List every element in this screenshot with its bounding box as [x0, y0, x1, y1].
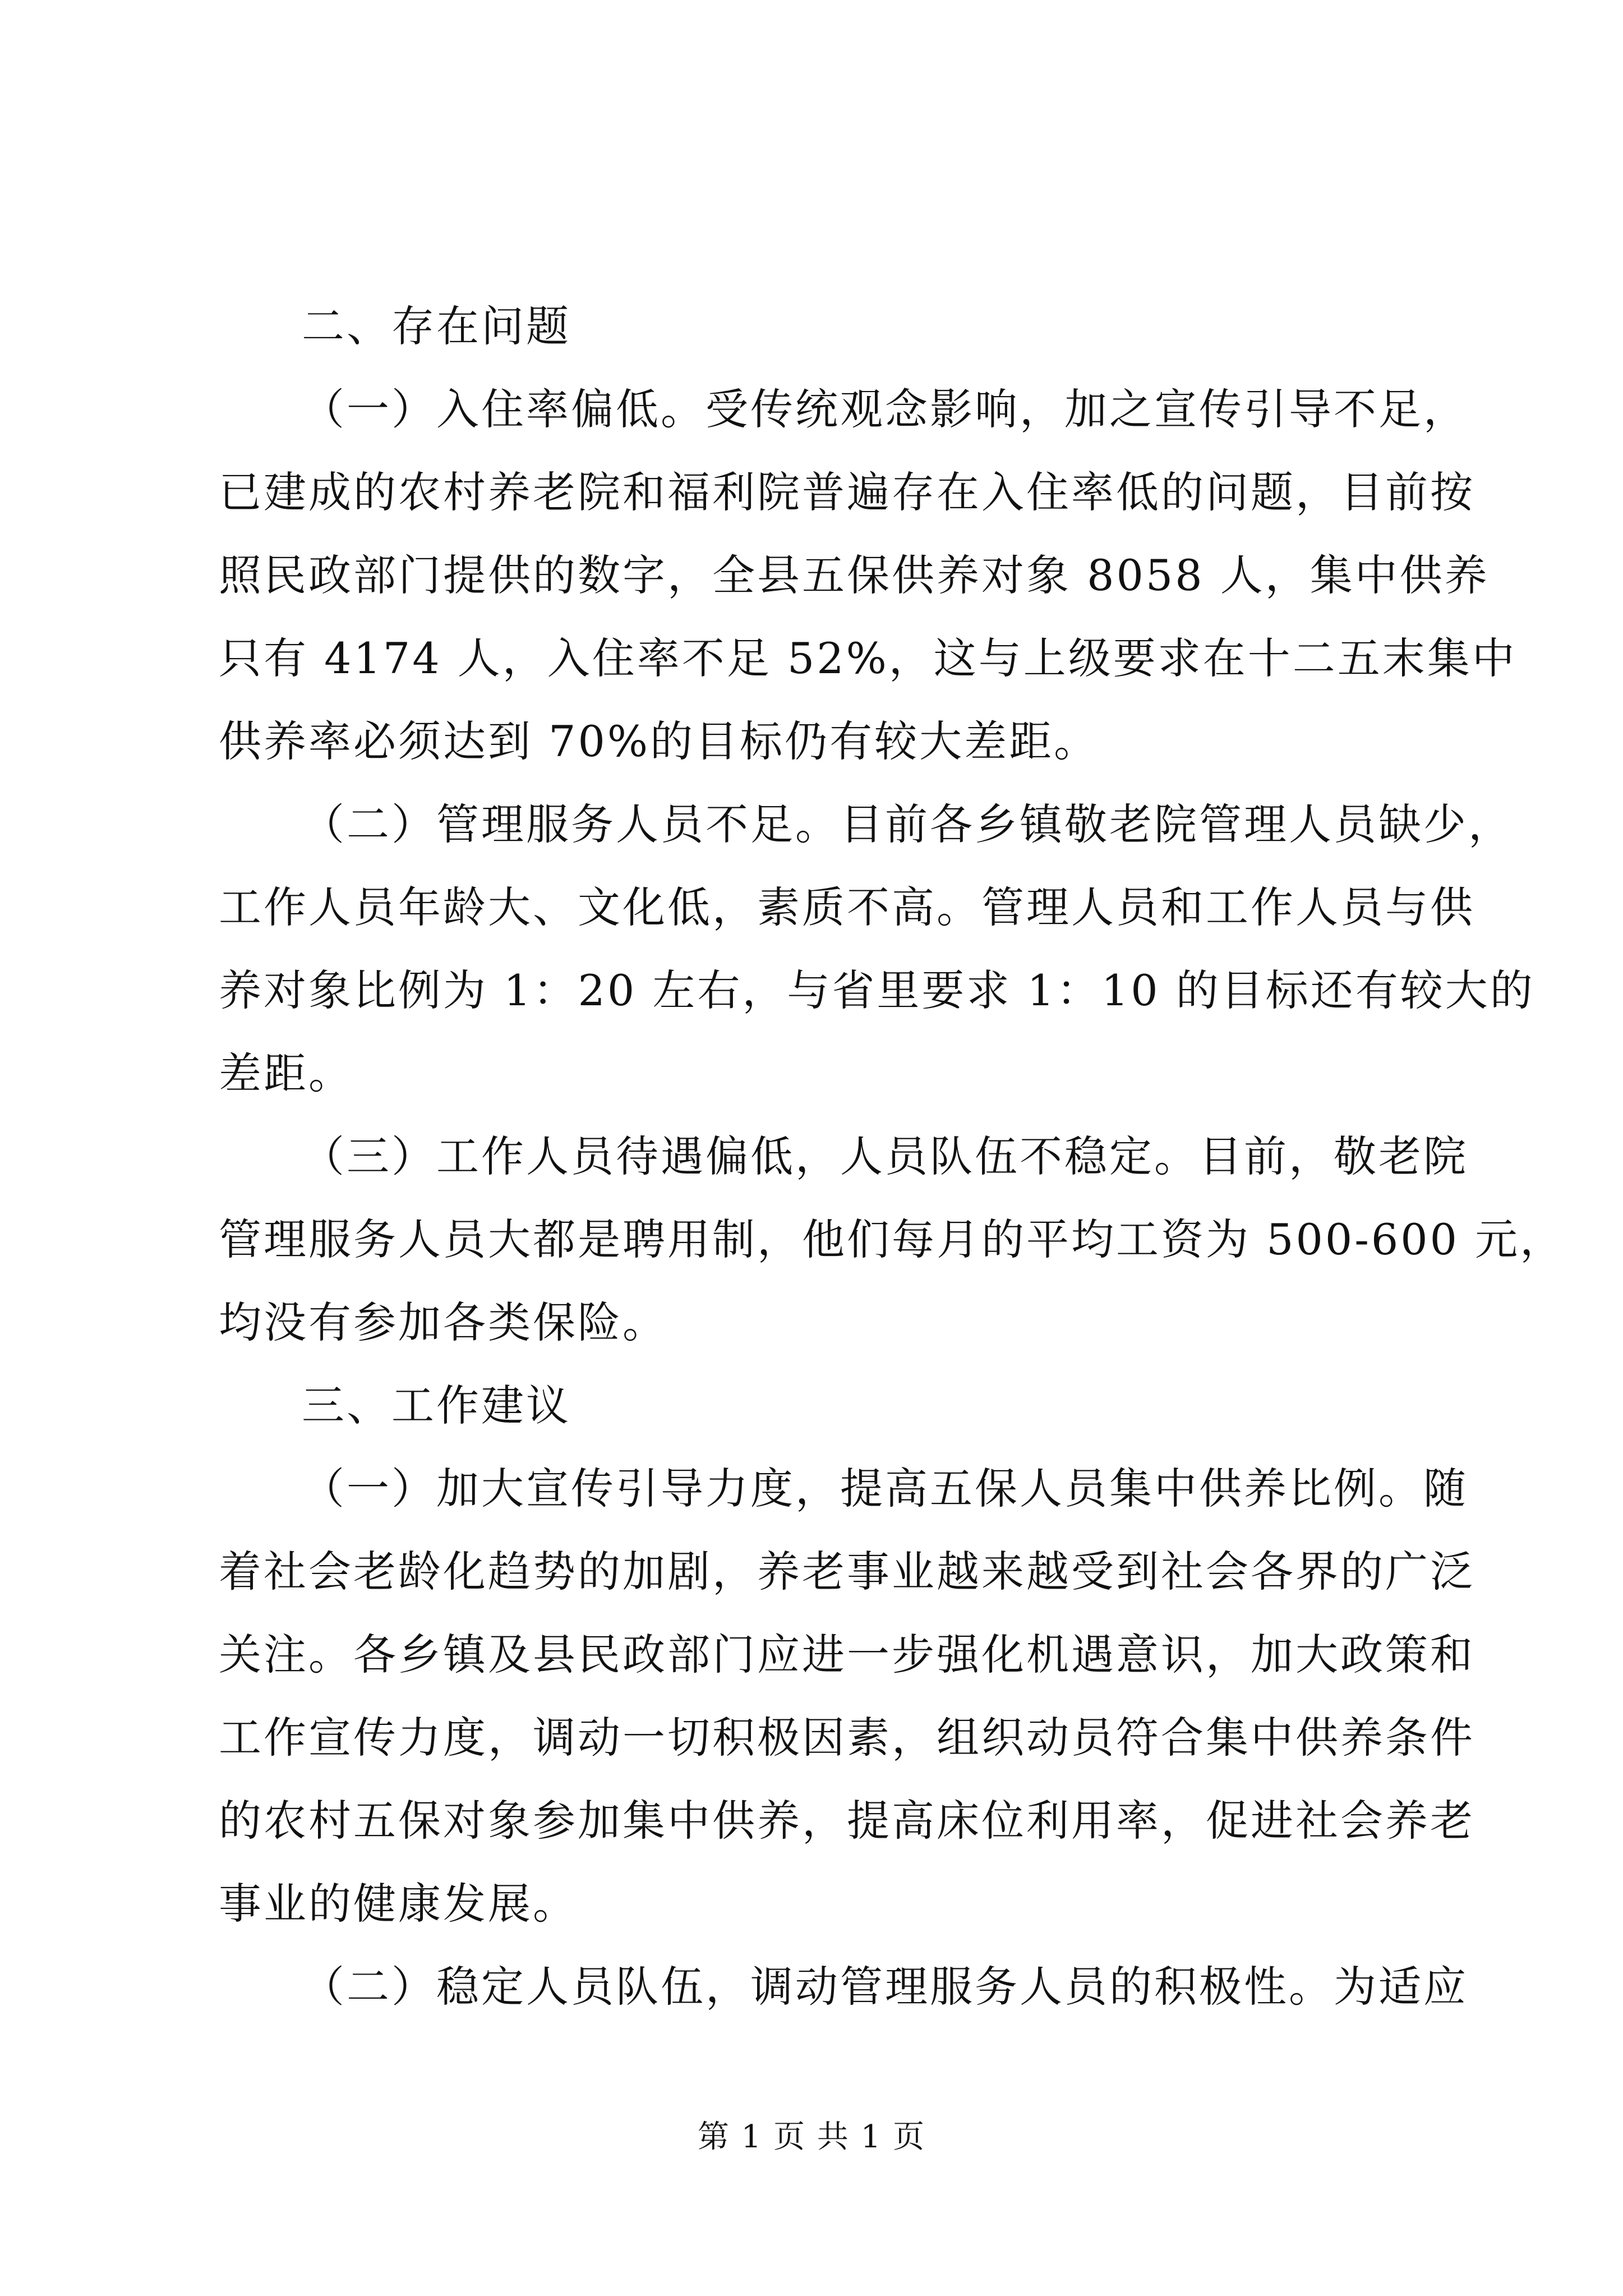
paragraph-line: 只有 4174 人，入住率不足 52%，这与上级要求在十二五末集中 — [219, 633, 1517, 683]
paragraph-line: 管理服务人员大都是聘用制，他们每月的平均工资为 500-600 元， — [219, 1214, 1565, 1264]
paragraph-staff-shortage — [219, 783, 1535, 1115]
paragraph-line: 已建成的农村养老院和福利院普遍存在入住率低的问题，目前按 — [219, 467, 1475, 517]
paragraph-line: 工作宣传力度，调动一切积极因素，组织动员符合集中供养条件 — [219, 1713, 1475, 1763]
section-heading-problems: 二、存在问题 — [302, 301, 571, 351]
paragraph-line: （一）加大宣传引导力度，提高五保人员集中供养比例。随 — [302, 1464, 1468, 1513]
paragraph-line: （一）入住率偏低。受传统观念影响，加之宣传引导不足， — [302, 384, 1468, 434]
paragraph-line: 均没有参加各类保险。 — [219, 1297, 667, 1347]
paragraph-line: （三）工作人员待遇偏低，人员队伍不稳定。目前，敬老院 — [302, 1131, 1468, 1181]
page-number-footer: 第 1 页 共 1 页 — [697, 2119, 926, 2155]
section-heading-suggestions: 三、工作建议 — [302, 1381, 571, 1430]
paragraph-publicity — [219, 1447, 1475, 1945]
paragraph-staff-pay — [219, 1115, 1565, 1364]
paragraph-line: （二）稳定人员队伍，调动管理服务人员的积极性。为适应 — [302, 1962, 1468, 2012]
paragraph-line: 着社会老龄化趋势的加剧，养老事业越来越受到社会各界的广泛 — [219, 1547, 1475, 1596]
paragraph-line: 的农村五保对象参加集中供养，提高床位利用率，促进社会养老 — [219, 1796, 1475, 1846]
document-body — [219, 285, 1565, 2028]
paragraph-line: 供养率必须达到 70%的目标仍有较大差距。 — [219, 716, 1099, 766]
paragraph-line: 养对象比例为 1：20 左右，与省里要求 1：10 的目标还有较大的 — [219, 965, 1535, 1015]
paragraph-line: 差距。 — [219, 1048, 353, 1098]
paragraph-line: 工作人员年龄大、文化低，素质不高。管理人员和工作人员与供 — [219, 882, 1475, 932]
paragraph-line: 照民政部门提供的数字，全县五保供养对象 8058 人，集中供养 — [219, 550, 1490, 600]
paragraph-line: （二）管理服务人员不足。目前各乡镇敬老院管理人员缺少， — [302, 799, 1513, 849]
paragraph-line: 事业的健康发展。 — [219, 1879, 578, 1929]
paragraph-line: 关注。各乡镇及县民政部门应进一步强化机遇意识，加大政策和 — [219, 1630, 1475, 1680]
paragraph-stabilize-staff — [219, 1945, 1468, 2028]
paragraph-occupancy-rate — [219, 368, 1517, 783]
